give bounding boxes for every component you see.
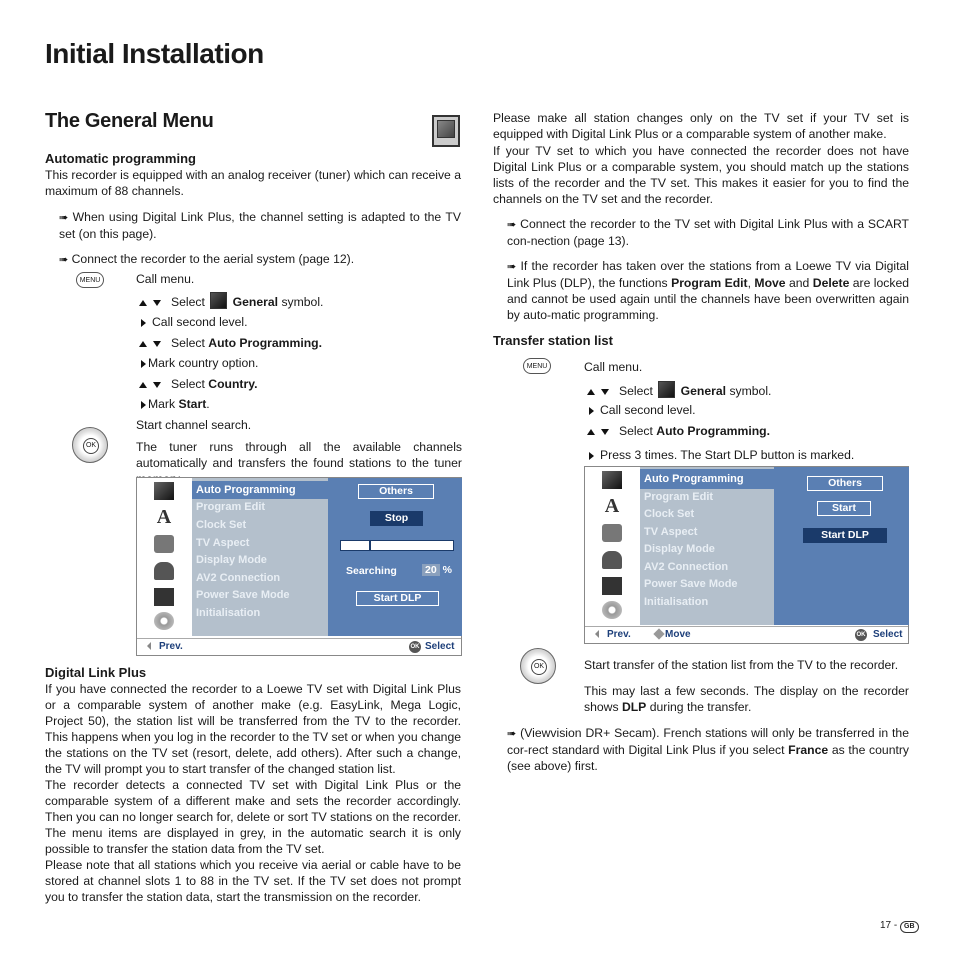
right-arrow-icon bbox=[141, 401, 146, 409]
language-icon: A bbox=[156, 506, 172, 528]
progress-bar bbox=[340, 540, 454, 551]
prev-label: Prev. bbox=[159, 641, 183, 652]
step-select-auto: Select Auto Programming. bbox=[139, 335, 322, 351]
language-icon: A bbox=[604, 495, 620, 517]
ok-badge-icon: OK bbox=[855, 629, 867, 641]
select-label: Select bbox=[873, 629, 903, 640]
menu-item[interactable]: Auto Programming bbox=[192, 481, 328, 499]
lock-icon bbox=[154, 562, 174, 580]
step-start-search: Start channel search. bbox=[136, 418, 252, 432]
dlp-para-3: Please note that all stations which you receive via aerial or cable have to be stored at channel slots 1 to 88 in the TV set. If the TV set does not prompt you to transfer the station data, start the transmission on the recorder. bbox=[45, 858, 461, 904]
step-select-auto-2: Select Auto Programming. bbox=[587, 423, 770, 439]
general-icon bbox=[154, 482, 174, 500]
arrow-icon: ➠ bbox=[59, 254, 69, 266]
dlp-para-1: If you have connected the recorder to a Loewe TV set with Digital Link Plus or a comparable system of another make (e.g. EasyLink, Mega Logic, Project 50), the station list will be transferred from the TV to the recorder. This happens when you log in the recorder to the TV set or when you change the stations on the TV set (resort, delete, add others). After such a change, the TV will prompt you to start transfer of the changed station list. bbox=[45, 682, 461, 776]
general-icon bbox=[602, 471, 622, 489]
disc-icon bbox=[154, 612, 174, 630]
note-aerial: ➠ Connect the recorder to the aerial system (page 12). bbox=[59, 252, 355, 266]
others-tab[interactable]: Others bbox=[358, 484, 434, 499]
auto-prog-intro: This recorder is equipped with an analog receiver (tuner) which can receive a maximum of 88 channels. bbox=[45, 168, 461, 198]
ok-button[interactable]: OK bbox=[520, 648, 556, 684]
updown-icon bbox=[653, 628, 664, 639]
tv-icon bbox=[432, 115, 460, 147]
menu-button[interactable]: MENU bbox=[76, 272, 104, 288]
select-label: Select bbox=[425, 641, 455, 652]
note-scart: ➠ Connect the recorder to the TV set with Digital Link Plus with a SCART con-nection (page 13). bbox=[507, 217, 909, 248]
menu-item[interactable]: TV Aspect bbox=[196, 537, 250, 549]
right-arrow-icon bbox=[589, 407, 594, 415]
down-arrow-icon bbox=[601, 389, 609, 395]
left-arrow-icon bbox=[147, 642, 151, 650]
menu-item[interactable]: AV2 Connection bbox=[196, 572, 281, 584]
up-arrow-icon bbox=[587, 429, 595, 435]
menu-item[interactable]: Initialisation bbox=[644, 596, 709, 608]
stop-button[interactable]: Stop bbox=[370, 511, 423, 526]
audio-icon bbox=[154, 535, 174, 553]
step-press-3: Press 3 times. The Start DLP button is marked. bbox=[589, 447, 854, 463]
note-dlp: ➠ When using Digital Link Plus, the channel setting is adapted to the TV set (on this page). bbox=[59, 210, 461, 241]
start-transfer-text: Start transfer of the station list from the TV to the recorder. bbox=[584, 658, 899, 672]
move-label: Move bbox=[665, 629, 691, 640]
menu-item[interactable]: AV2 Connection bbox=[644, 561, 729, 573]
ok-button[interactable]: OK bbox=[72, 427, 108, 463]
menu-screenshot-2 bbox=[584, 466, 909, 644]
step-call-menu-2: Call menu. bbox=[584, 360, 643, 374]
tuner-runs-text: The tuner runs through all the available channels automatically and transfers the found stations to the tuner bbox=[136, 440, 462, 470]
up-arrow-icon bbox=[139, 341, 147, 347]
step-select-general-2: Select General symbol. bbox=[587, 381, 771, 399]
step-second-level-2: Call second level. bbox=[589, 402, 696, 418]
down-arrow-icon bbox=[601, 429, 609, 435]
start-dlp-button[interactable]: Start DLP bbox=[803, 528, 887, 543]
menu-item[interactable]: Program Edit bbox=[644, 491, 714, 503]
page-title: Initial Installation bbox=[45, 38, 264, 69]
auto-prog-heading: Automatic programming bbox=[45, 151, 196, 166]
left-arrow-icon bbox=[595, 630, 599, 638]
section-title: The General Menu bbox=[45, 110, 214, 132]
arrow-icon: ➠ bbox=[507, 219, 517, 231]
page-number: 17 - GB bbox=[880, 920, 919, 933]
up-arrow-icon bbox=[587, 389, 595, 395]
ok-badge-icon: OK bbox=[409, 641, 421, 653]
may-last-text: This may last a few seconds. The display on the recorder shows DLP during the transfer. bbox=[584, 684, 909, 714]
start-dlp-button[interactable]: Start DLP bbox=[356, 591, 439, 606]
right-para-2: If your TV set to which you have connected the recorder does not have Digital Link Plus or a comparable system, you should match up the stations lists of the recorder and the TV set. This makes it easier for you to find the channels on the TV set and the recorder. bbox=[493, 144, 909, 206]
step-call-menu: Call menu. bbox=[136, 272, 195, 286]
right-arrow-icon bbox=[141, 360, 146, 368]
general-symbol-icon bbox=[658, 381, 675, 398]
dlp-heading: Digital Link Plus bbox=[45, 665, 147, 680]
recording-icon bbox=[602, 577, 622, 595]
percent-value: 20 % bbox=[422, 564, 452, 576]
step-mark-country: Mark country option. bbox=[141, 355, 258, 371]
audio-icon bbox=[602, 524, 622, 542]
searching-label: Searching bbox=[346, 565, 397, 577]
disc-icon bbox=[602, 601, 622, 619]
down-arrow-icon bbox=[153, 300, 161, 306]
arrow-icon: ➠ bbox=[59, 212, 69, 224]
gb-badge: GB bbox=[900, 921, 919, 933]
arrow-icon: ➠ bbox=[507, 261, 517, 273]
menu-item[interactable]: Display Mode bbox=[196, 554, 267, 566]
menu-item[interactable]: Auto Programming bbox=[640, 469, 774, 489]
transfer-heading: Transfer station list bbox=[493, 333, 613, 348]
menu-button[interactable]: MENU bbox=[523, 358, 551, 374]
dlp-para-2: The recorder detects a connected TV set with Digital Link Plus or the comparable system of a different make and sets the recorder accordingly. Then you can no longer search for, delete or sort TV stations on the recorder. The menu items are displayed in grey, in the automatic search it is only possible to transfer the station data from the TV set. bbox=[45, 778, 461, 856]
menu-screenshot-1 bbox=[136, 477, 462, 656]
menu-item[interactable]: TV Aspect bbox=[644, 526, 698, 538]
progress-fill bbox=[341, 541, 371, 550]
lock-icon bbox=[602, 551, 622, 569]
up-arrow-icon bbox=[139, 382, 147, 388]
prev-label: Prev. bbox=[607, 629, 631, 640]
down-arrow-icon bbox=[153, 341, 161, 347]
right-arrow-icon bbox=[141, 319, 146, 327]
start-button[interactable]: Start bbox=[817, 501, 871, 516]
others-tab[interactable]: Others bbox=[807, 476, 883, 491]
step-mark-start: Mark Start. bbox=[141, 396, 210, 412]
up-arrow-icon bbox=[139, 300, 147, 306]
step-second-level: Call second level. bbox=[141, 314, 248, 330]
down-arrow-icon bbox=[153, 382, 161, 388]
note-viewvision: ➠ (Viewvision DR+ Secam). French stations will only be transferred in the cor-rect standard with Digital Link Plus if you select France as the country (see above) first. bbox=[507, 726, 910, 773]
step-select-country: Select Country. bbox=[139, 376, 257, 392]
menu-item[interactable]: Clock Set bbox=[644, 508, 695, 520]
right-para-1: Please make all station changes only on the TV set if your TV set is equipped with Digital Link Plus or a comparable system of another make. bbox=[493, 111, 909, 141]
menu-item[interactable]: Power Save Mode bbox=[644, 578, 738, 590]
menu-item[interactable]: Program Edit bbox=[196, 501, 266, 513]
general-symbol-icon bbox=[210, 292, 227, 309]
step-select-general: Select General symbol. bbox=[139, 292, 323, 310]
menu-item[interactable]: Initialisation bbox=[196, 607, 261, 619]
menu-item[interactable]: Clock Set bbox=[196, 519, 247, 531]
recording-icon bbox=[154, 588, 174, 606]
note-locked: ➠ If the recorder has taken over the stations from a Loewe TV via Digital Link Plus (DLP), the functions Program Edit, Move and Delete are locked and cannot be used again until the channels have been overwritten again by auto-matic programming. bbox=[507, 259, 910, 322]
arrow-icon: ➠ bbox=[507, 728, 517, 740]
menu-item[interactable]: Display Mode bbox=[644, 543, 715, 555]
right-arrow-icon bbox=[589, 452, 594, 460]
menu-item[interactable]: Power Save Mode bbox=[196, 589, 290, 601]
